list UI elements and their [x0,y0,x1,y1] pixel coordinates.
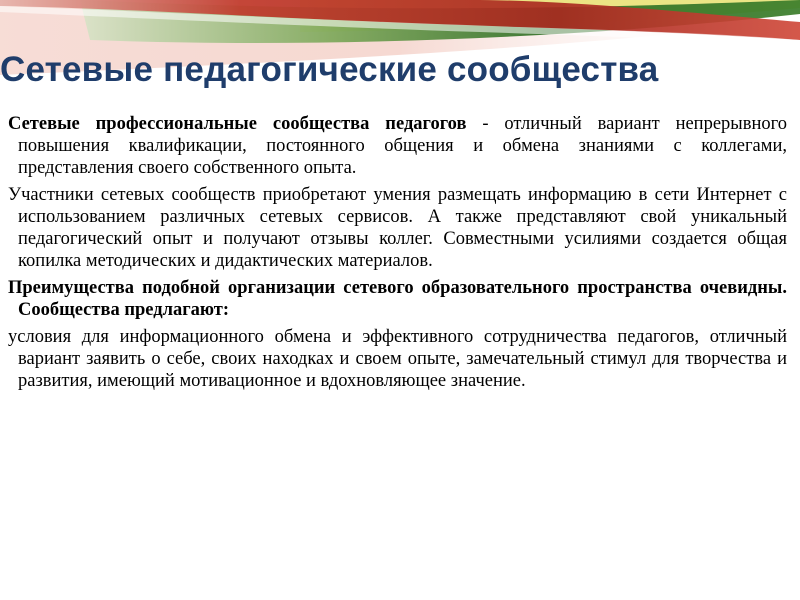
paragraph-4 [8,326,787,392]
paragraph-4-text: условия для информационного обмена и эффективного сотрудничества педагогов, отличный вариант заявить о себе, своих находках и своем опыте, замечательный стимул для творчества и развития, имеющий мотивационное и вдохновляющее значение. [8,327,787,391]
paragraph-1 [8,113,787,179]
paragraph-2-text: Участники сетевых сообществ приобретают умения размещать информацию в сети Интернет с использованием различных сетевых сервисов. А также представляют свой уникальный педагогический опыт и получают отзывы коллег. Совместными усилиями создается общая копилка методических и дидактических материалов. [8,185,787,271]
paragraph-3 [8,277,787,321]
paragraph-2 [8,184,787,272]
paragraph-3-bold: Преимущества подобной организации сетевого образовательного пространства очевидны. Сообщества предлагают: [8,278,787,320]
paragraph-1-text: - отличный вариант непрерывного повышения квалификации, постоянного общения и обмена знаниями с коллегами, представления своего собственного опыта. [18,114,787,178]
slide-title: Сетевые педагогические сообщества [0,50,659,89]
slide-body [8,113,787,397]
paragraph-1-bold: Сетевые профессиональные сообщества педагогов [8,114,467,134]
